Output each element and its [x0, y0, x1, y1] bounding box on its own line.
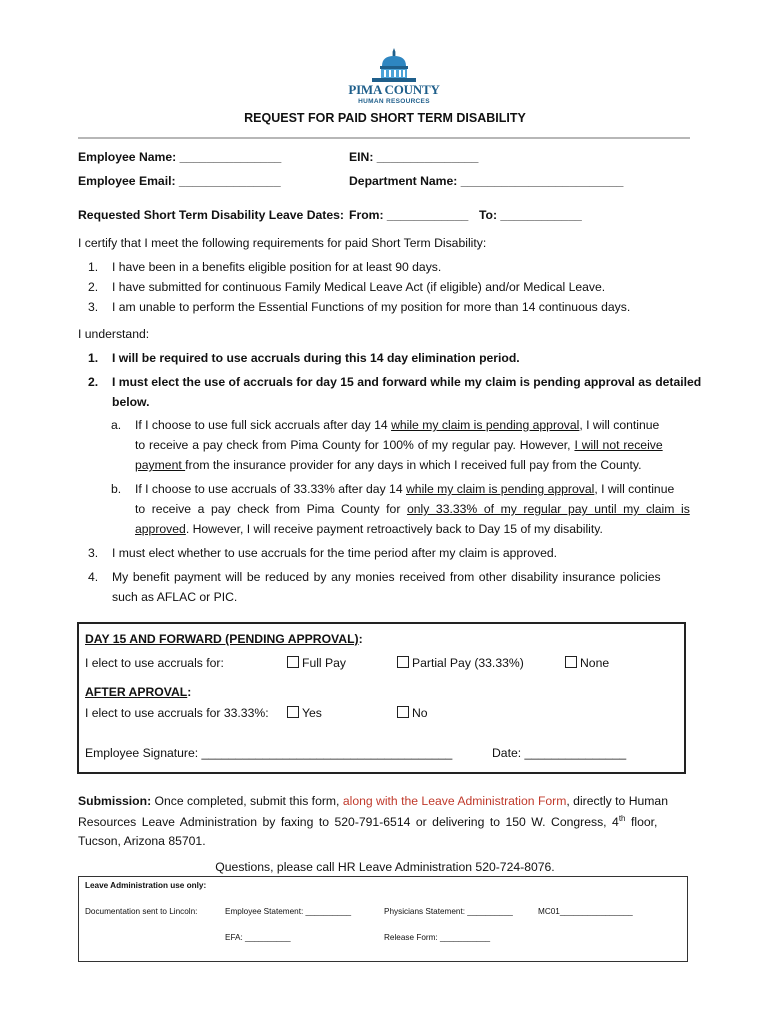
certify-item-text: I have been in a benefits eligible position for at least 90 days.	[112, 260, 442, 274]
full-pay-checkbox[interactable]: Full Pay	[287, 656, 346, 670]
sub-a-line-1: If I choose to use full sick accruals after day 14 while my claim is pending approval, I will continue	[135, 418, 660, 432]
mc01-field[interactable]: MC01________________	[538, 907, 633, 916]
office-use-box	[78, 876, 688, 962]
logo-name: PIMA COUNTY	[348, 82, 440, 97]
office-use-heading: Leave Administration use only:	[85, 881, 207, 890]
from-date-field[interactable]: From: ____________	[349, 208, 469, 222]
understand-intro: I understand:	[78, 327, 150, 341]
employee-email-field[interactable]: Employee Email: _______________	[78, 174, 281, 188]
form-title: REQUEST FOR PAID SHORT TERM DISABILITY	[244, 111, 526, 125]
after-approval-heading: AFTER APROVAL:	[85, 685, 192, 699]
documentation-sent-label: Documentation sent to Lincoln:	[85, 907, 198, 916]
employee-signature-field[interactable]: Employee Signature: _____________________________________	[85, 746, 453, 760]
questions-contact: Questions, please call HR Leave Administration 520-724-8076.	[215, 860, 555, 874]
certify-item-text: I have submitted for continuous Family Medical Leave Act (if eligible) and/or Medical Leave.	[112, 280, 606, 294]
capitol-dome-icon	[342, 48, 446, 84]
understand-item-text: such as AFLAC or PIC.	[112, 590, 238, 604]
checkbox-icon	[397, 706, 409, 718]
sub-b-line-3: approved. However, I will receive payment retroactively back to Day 15 of my disability.	[135, 522, 603, 536]
list-number: 3.	[88, 546, 99, 560]
certify-item-text: I am unable to perform the Essential Functions of my position for more than 14 continuous days.	[112, 300, 631, 314]
sub-a-line-3: payment from the insurance provider for any days in which I received full pay from the County.	[135, 458, 642, 472]
checkbox-icon	[397, 656, 409, 668]
employee-statement-field[interactable]: Employee Statement: __________	[225, 907, 352, 916]
list-letter: b.	[111, 482, 122, 496]
no-checkbox[interactable]: No	[397, 706, 428, 720]
title-divider	[78, 137, 690, 139]
understand-item-text: My benefit payment will be reduced by any monies received from other disability insurance policies	[112, 570, 661, 584]
accrual-election-box	[77, 622, 686, 774]
list-number: 1.	[88, 260, 99, 274]
to-date-field[interactable]: To: ____________	[479, 208, 582, 222]
efa-field[interactable]: EFA: __________	[225, 933, 291, 942]
submission-line-3: Tucson, Arizona 85701.	[78, 834, 206, 848]
physicians-statement-field[interactable]: Physicians Statement: __________	[384, 907, 513, 916]
signature-date-field[interactable]: Date: _______________	[492, 746, 627, 760]
list-number: 3.	[88, 300, 99, 314]
partial-pay-checkbox[interactable]: Partial Pay (33.33%)	[397, 656, 524, 670]
employee-name-field[interactable]: Employee Name: _______________	[78, 150, 282, 164]
list-number: 4.	[88, 570, 99, 584]
understand-item-text: I must elect the use of accruals for day 15 and forward while my claim is pending approval as detailed	[112, 375, 702, 389]
sub-b-line-2: to receive a pay check from Pima County for only 33.33% of my regular pay until my claim is	[135, 502, 690, 516]
list-number: 2.	[88, 375, 99, 389]
logo-subtitle: HUMAN RESOURCES	[358, 98, 430, 105]
accruals-percent-label: I elect to use accruals for 33.33%:	[85, 706, 269, 720]
checkbox-icon	[287, 706, 299, 718]
leave-admin-form-reference: along with the Leave Administration Form	[342, 794, 567, 808]
sub-a-line-2: to receive a pay check from Pima County for 100% of my regular pay. However, I will not receive	[135, 438, 663, 452]
checkbox-icon	[565, 656, 577, 668]
list-letter: a.	[111, 418, 122, 432]
yes-checkbox[interactable]: Yes	[287, 706, 322, 720]
ein-field[interactable]: EIN: _______________	[349, 150, 479, 164]
understand-item-text: I will be required to use accruals during this 14 day elimination period.	[112, 351, 520, 365]
list-number: 2.	[88, 280, 99, 294]
list-number: 1.	[88, 351, 99, 365]
submission-line-1: Submission: Once completed, submit this form, along with the Leave Administration Form, directly to Human	[78, 794, 668, 808]
release-form-field[interactable]: Release Form: ___________	[384, 933, 491, 942]
accruals-label: I elect to use accruals for:	[85, 656, 224, 670]
understand-item-text: I must elect whether to use accruals for the time period after my claim is approved.	[112, 546, 558, 560]
checkbox-icon	[287, 656, 299, 668]
submission-line-2: Resources Leave Administration by faxing to 520-791-6514 or delivering to 150 W. Congress, 4th floor,	[78, 814, 658, 830]
none-checkbox[interactable]: None	[565, 656, 609, 670]
department-name-field[interactable]: Department Name: ________________________	[349, 174, 624, 188]
certify-intro: I certify that I meet the following requirements for paid Short Term Disability:	[78, 236, 487, 250]
leave-dates-label: Requested Short Term Disability Leave Dates:	[78, 208, 344, 222]
understand-item-text: below.	[112, 395, 150, 409]
sub-b-line-1: If I choose to use accruals of 33.33% after day 14 while my claim is pending approval, I will continue	[135, 482, 675, 496]
pending-approval-heading: DAY 15 AND FORWARD (PENDING APPROVAL):	[85, 632, 363, 646]
